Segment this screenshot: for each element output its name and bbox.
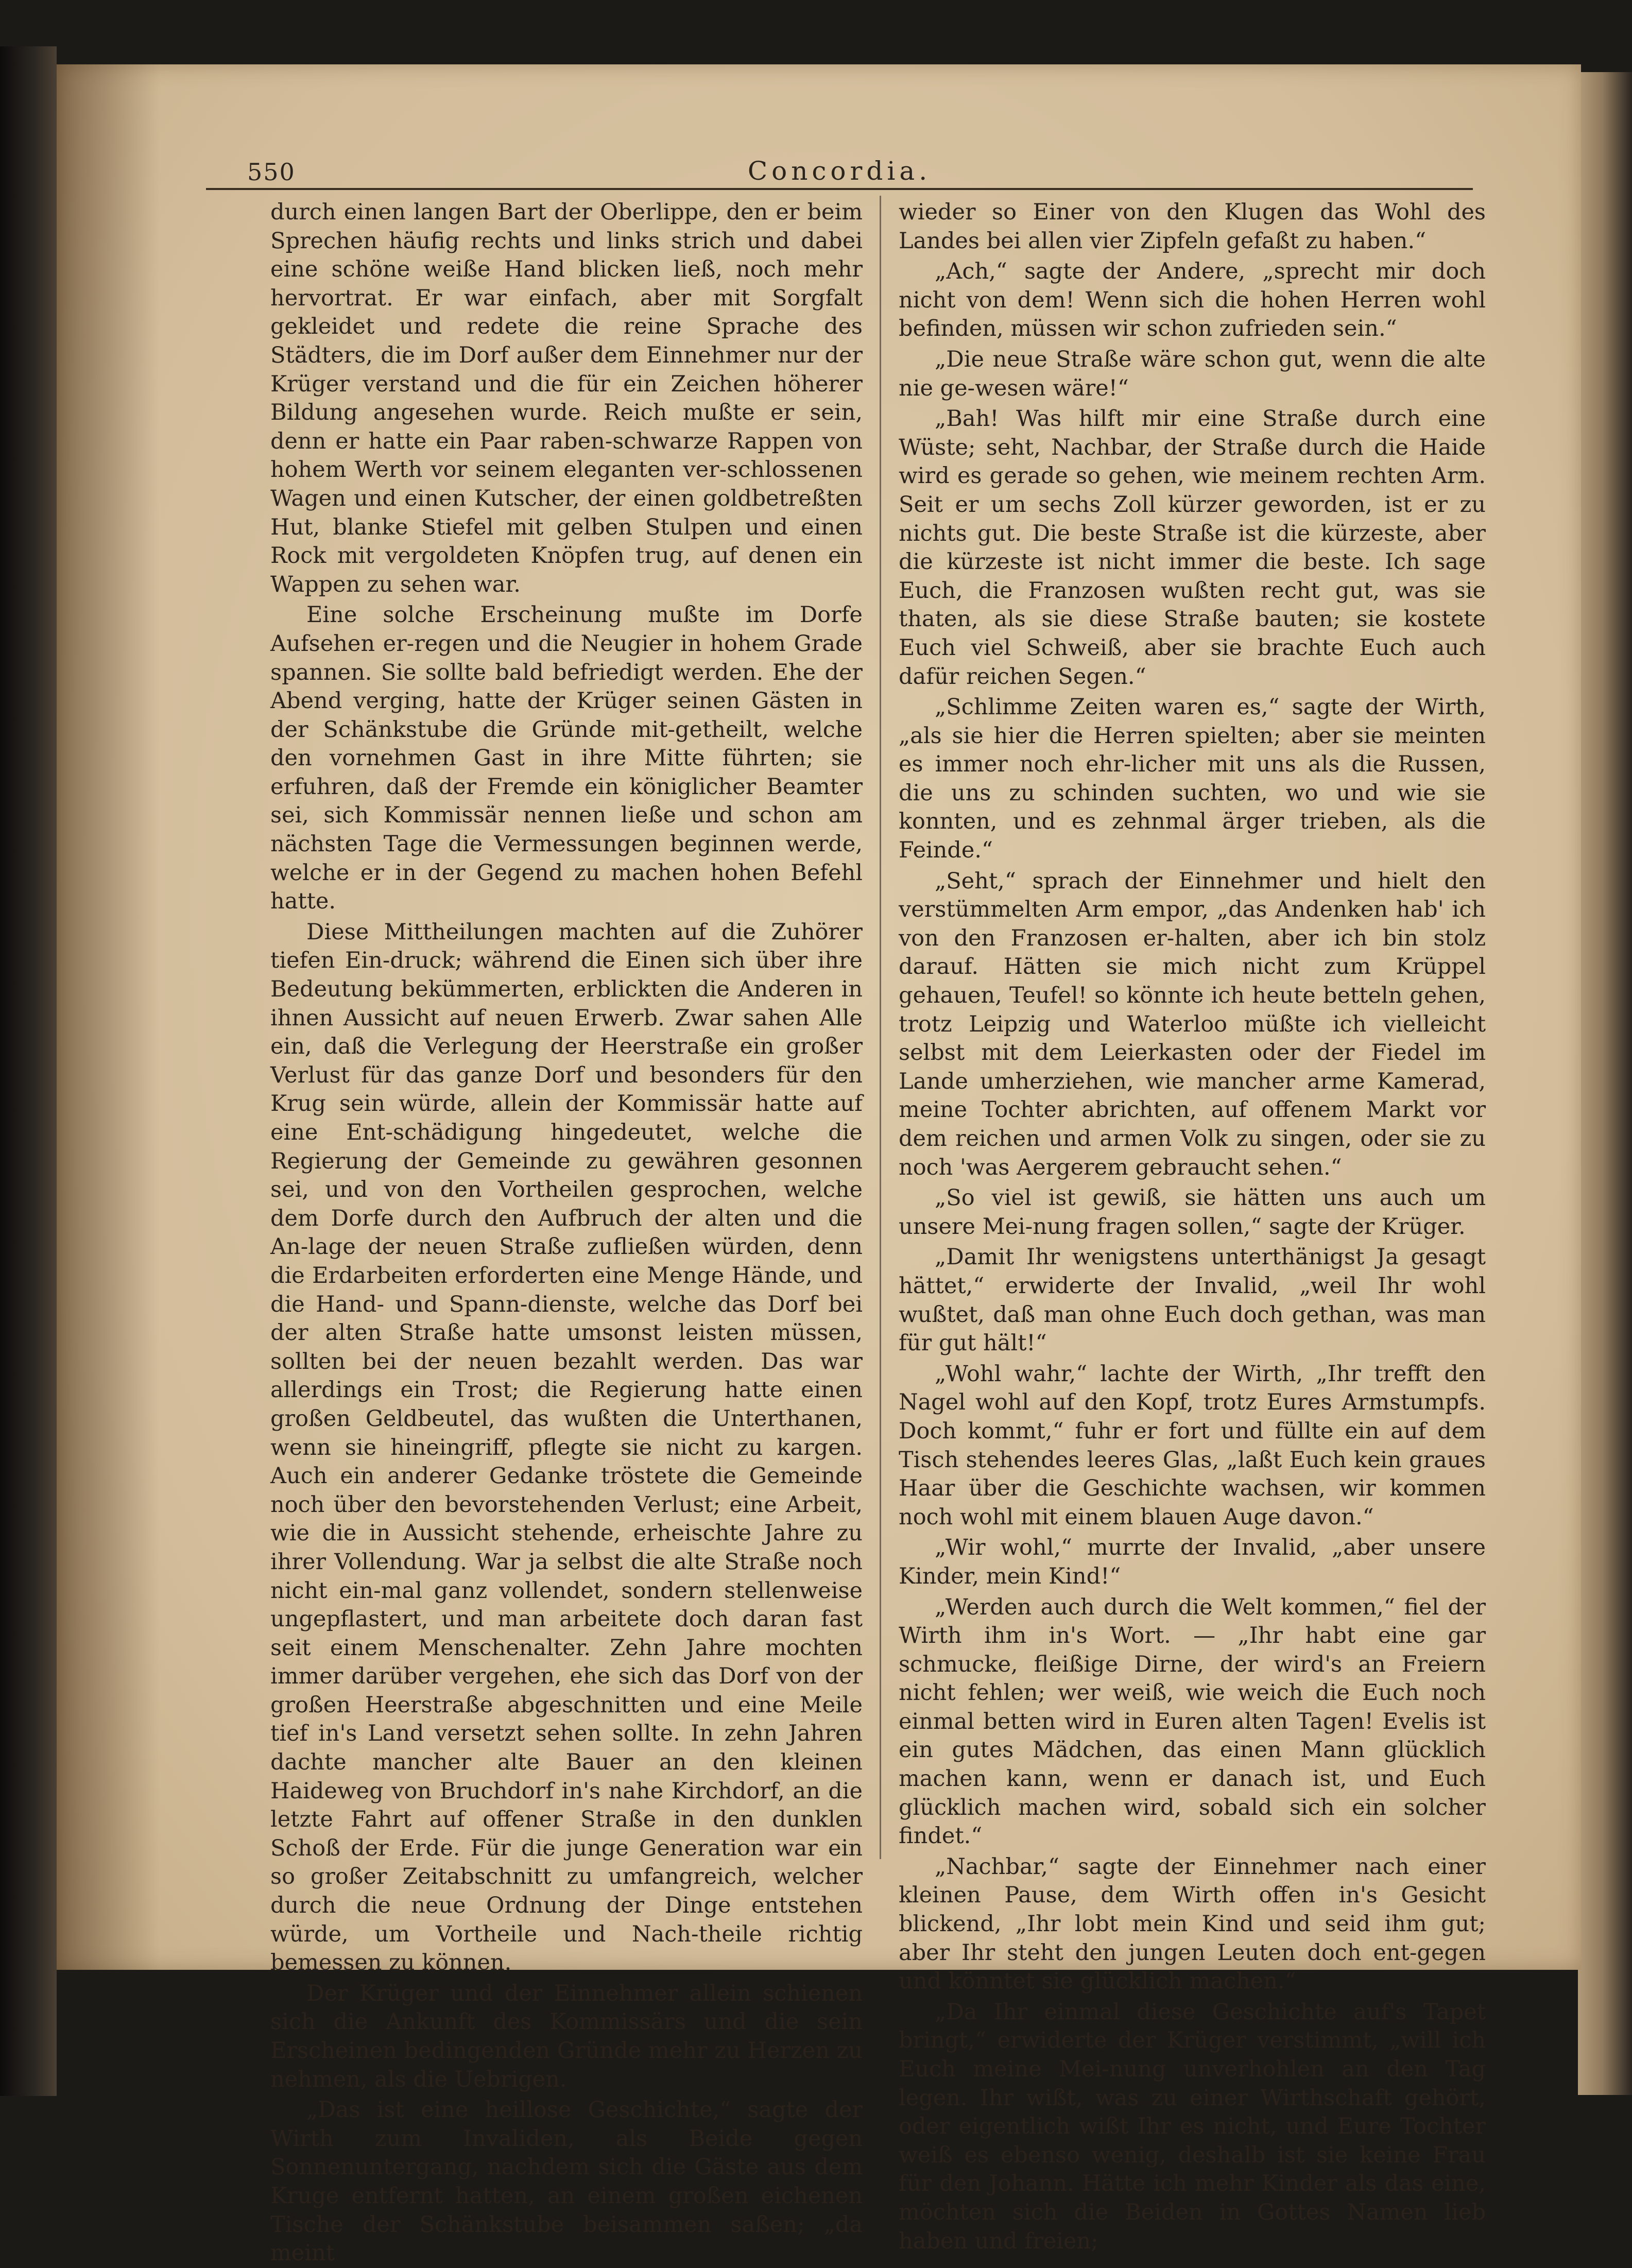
book-binding-left bbox=[0, 46, 57, 2096]
paragraph: Der Krüger und der Einnehmer allein schienen sich die Ankunft des Kommissärs und die sein Erscheinen bedingenden Gründe mehr zu Herzen zu nehmen, als die Uebrigen. bbox=[270, 1980, 863, 2092]
page-number: 550 bbox=[247, 158, 296, 186]
paragraph: „Schlimme Zeiten waren es,“ sagte der Wirth, „als sie hier die Herren spielten; aber sie meinten es immer noch ehr-licher mit uns als die Russen, die uns zu schinden suchten, wo und wie sie konnten, und es zehnmal ärger trieben, als die Feinde.“ bbox=[899, 694, 1486, 864]
paragraph: „Nachbar,“ sagte der Einnehmer nach einer kleinen Pause, dem Wirth offen in's Gesicht blickend, „Ihr lobt mein Kind und seid ihm gut; aber Ihr steht den jungen Leuten doch ent-gegen und könntet sie glücklich machen.“ bbox=[899, 1853, 1486, 1995]
paragraph: „Wohl wahr,“ lachte der Wirth, „Ihr trefft den Nagel wohl auf den Kopf, trotz Eures Armstumpfs. Doch kommt,“ fuhr er fort und füllte ein auf dem Tisch stehendes leeres Glas, „laßt Euch kein graues Haar über die Geschichte wachsen, wir kommen noch wohl mit einem blauen Auge davon.“ bbox=[899, 1361, 1486, 1530]
paragraph: „So viel ist gewiß, sie hätten uns auch um unsere Mei-nung fragen sollen,“ sagte der Krüger. bbox=[899, 1185, 1486, 1240]
paragraph: „Werden auch durch die Welt kommen,“ fiel der Wirth ihm in's Wort. — „Ihr habt eine gar schmucke, fleißige Dirne, der wird's an Freiern nicht fehlen; wer weiß, wie weich die Euch noch einmal betten wird in Euren alten Tagen! Evelis ist ein gutes Mädchen, das einen Mann glücklich machen kann, wenn er danach ist, und Euch glücklich machen wird, sobald sich ein solcher findet.“ bbox=[899, 1594, 1486, 1849]
left-text-column bbox=[270, 198, 863, 2266]
column-divider bbox=[880, 196, 881, 1859]
paragraph: „Die neue Straße wäre schon gut, wenn die alte nie ge-wesen wäre!“ bbox=[899, 346, 1486, 401]
page-header bbox=[206, 152, 1473, 190]
paragraph: „Ach,“ sagte der Andere, „sprecht mir doch nicht von dem! Wenn sich die hohen Herren wohl befinden, müssen wir schon zufrieden sein.“ bbox=[899, 259, 1486, 342]
paragraph: Eine solche Erscheinung mußte im Dorfe Aufsehen er-regen und die Neugier in hohem Grade spannen. Sie sollte bald befriedigt werden. Ehe der Abend verging, hatte der Krüger seinen Gästen in der Schänkstube die Gründe mit-getheilt, welche den vornehmen Gast in ihre Mitte führten; sie erfuhren, daß der Fremde ein königlicher Beamter sei, sich Kommissär nennen ließe und schon am nächsten Tage die Vermessungen beginnen werde, welche er in der Gegend zu machen hohen Befehl hatte. bbox=[270, 602, 863, 915]
running-title: Concordia. bbox=[747, 156, 932, 186]
paragraph: wieder so Einer von den Klugen das Wohl des Landes bei allen vier Zipfeln gefaßt zu haben.“ bbox=[899, 199, 1486, 254]
paragraph: durch einen langen Bart der Oberlippe, den er beim Sprechen häufig rechts und links strich und dabei eine schöne weiße Hand blicken ließ, noch mehr hervortrat. Er war einfach, aber mit Sorgfalt gekleidet und redete die reine Sprache des Städters, die im Dorf außer dem Einnehmer nur der Krüger verstand und die für ein Zeichen höherer Bildung angesehen wurde. Reich mußte er sein, denn er hatte ein Paar raben-schwarze Rappen von hohem Werth vor seinem eleganten ver-schlossenen Wagen und einen Kutscher, der einen goldbetreßten Hut, blanke Stiefel mit gelben Stulpen und einen Rock mit vergoldeten Knöpfen trug, auf denen ein Wappen zu sehen war. bbox=[270, 199, 863, 597]
paragraph: „Wir wohl,“ murrte der Invalid, „aber unsere Kinder, mein Kind!“ bbox=[899, 1535, 1486, 1589]
paragraph: „Damit Ihr wenigstens unterthänigst Ja gesagt hättet,“ erwiderte der Invalid, „weil Ihr wohl wußtet, daß man ohne Euch doch gethan, was man für gut hält!“ bbox=[899, 1244, 1486, 1356]
paragraph: „Das ist eine heillose Geschichte,“ sagte der Wirth zum Invaliden, als Beide gegen Sonnenuntergang, nachdem sich die Gäste aus dem Kruge entfernt hatten, an einem großen eichenen Tische der Schänkstube beisammen saßen; „da meint bbox=[270, 2097, 863, 2266]
paragraph: „Seht,“ sprach der Einnehmer und hielt den verstümmelten Arm empor, „das Andenken hab' ich von den Franzosen er-halten, aber ich bin stolz darauf. Hätten sie mich nicht zum Krüppel gehauen, Teufel! so könnte ich heute betteln gehen, trotz Leipzig und Waterloo müßte ich vielleicht selbst mit dem Leierkasten oder der Fiedel im Lande umherziehen, wie mancher arme Kamerad, meine Tochter abrichten, auf offenem Markt vor dem reichen und armen Volk zu singen, oder sie zu noch 'was Aergerem gebraucht sehen.“ bbox=[899, 868, 1486, 1180]
paragraph: „Da Ihr einmal diese Geschichte auf's Tapet bringt,“ erwiderte der Krüger verstimmt, „will ich Euch meine Mei-nung unverhohlen an den Tag legen. Ihr wißt, was zu einer Wirthschaft gehört, oder eigentlich wißt Ihr es nicht, und Eure Tochter weiß es ebenso wenig, deshalb ist sie keine Frau für den Johann. Hätte ich mehr Kinder als das eine, möchten sich die Beiden in Gottes Namen lieb haben und freien; bbox=[899, 1999, 1486, 2254]
right-text-column bbox=[899, 198, 1486, 2254]
book-page-stack-right bbox=[1578, 72, 1632, 2095]
paragraph: Diese Mittheilungen machten auf die Zuhörer tiefen Ein-druck; während die Einen sich über ihre Bedeutung bekümmerten, erblickten die Anderen in ihnen Aussicht auf neuen Erwerb. Zwar sahen Alle ein, daß die Verlegung der Heerstraße ein großer Verlust für das ganze Dorf und besonders für den Krug sein würde, allein der Kommissär hatte auf eine Ent-schädigung hingedeutet, welche die Regierung der Gemeinde zu gewähren gesonnen sei, und von den Vortheilen gesprochen, welche dem Dorfe durch den Aufbruch der alten und die An-lage der neuen Straße zufließen würden, denn die Erdarbeiten erforderten eine Menge Hände, und die Hand- und Spann-dienste, welche das Dorf bei der alten Straße hatte umsonst leisten müssen, sollten bei der neuen bezahlt werden. Das war allerdings ein Trost; die Regierung hatte einen großen Geldbeutel, das wußten die Unterthanen, wenn sie hineingriff, pflegte sie nicht zu kargen. Auch ein anderer Gedanke tröstete die Gemeinde noch über den bevorstehenden Verlust; eine Arbeit, wie die in Aussicht stehende, erheischte Jahre zu ihrer Vollendung. War ja selbst die alte Straße noch nicht ein-mal ganz vollendet, sondern stellenweise ungepflastert, und man arbeitete doch daran fast seit einem Menschenalter. Zehn Jahre mochten immer darüber vergehen, ehe sich das Dorf von der großen Heerstraße abgeschnitten und eine Meile tief in's Land versetzt sehen sollte. In zehn Jahren dachte mancher alte Bauer an den kleinen Haideweg von Bruchdorf in's nahe Kirchdorf, an die letzte Fahrt auf offener Straße in den dunklen Schoß der Erde. Für die junge Generation war ein so großer Zeitabschnitt zu umfangreich, welcher durch die neue Ordnung der Dinge entstehen würde, um Vortheile und Nach-theile richtig bemessen zu können. bbox=[270, 919, 863, 1976]
gutter-shadow bbox=[57, 64, 160, 1970]
paragraph: „Bah! Was hilft mir eine Straße durch eine Wüste; seht, Nachbar, der Straße durch die Haide wird es gerade so gehen, wie meinem rechten Arm. Seit er um sechs Zoll kürzer geworden, ist er zu nichts gut. Die beste Straße ist die kürzeste, aber die kürzeste ist nicht immer die beste. Ich sage Euch, die Franzosen wußten recht gut, was sie thaten, als sie diese Straße bauten; sie kostete Euch viel Schweiß, aber sie brachte Euch auch dafür reichen Segen.“ bbox=[899, 406, 1486, 690]
